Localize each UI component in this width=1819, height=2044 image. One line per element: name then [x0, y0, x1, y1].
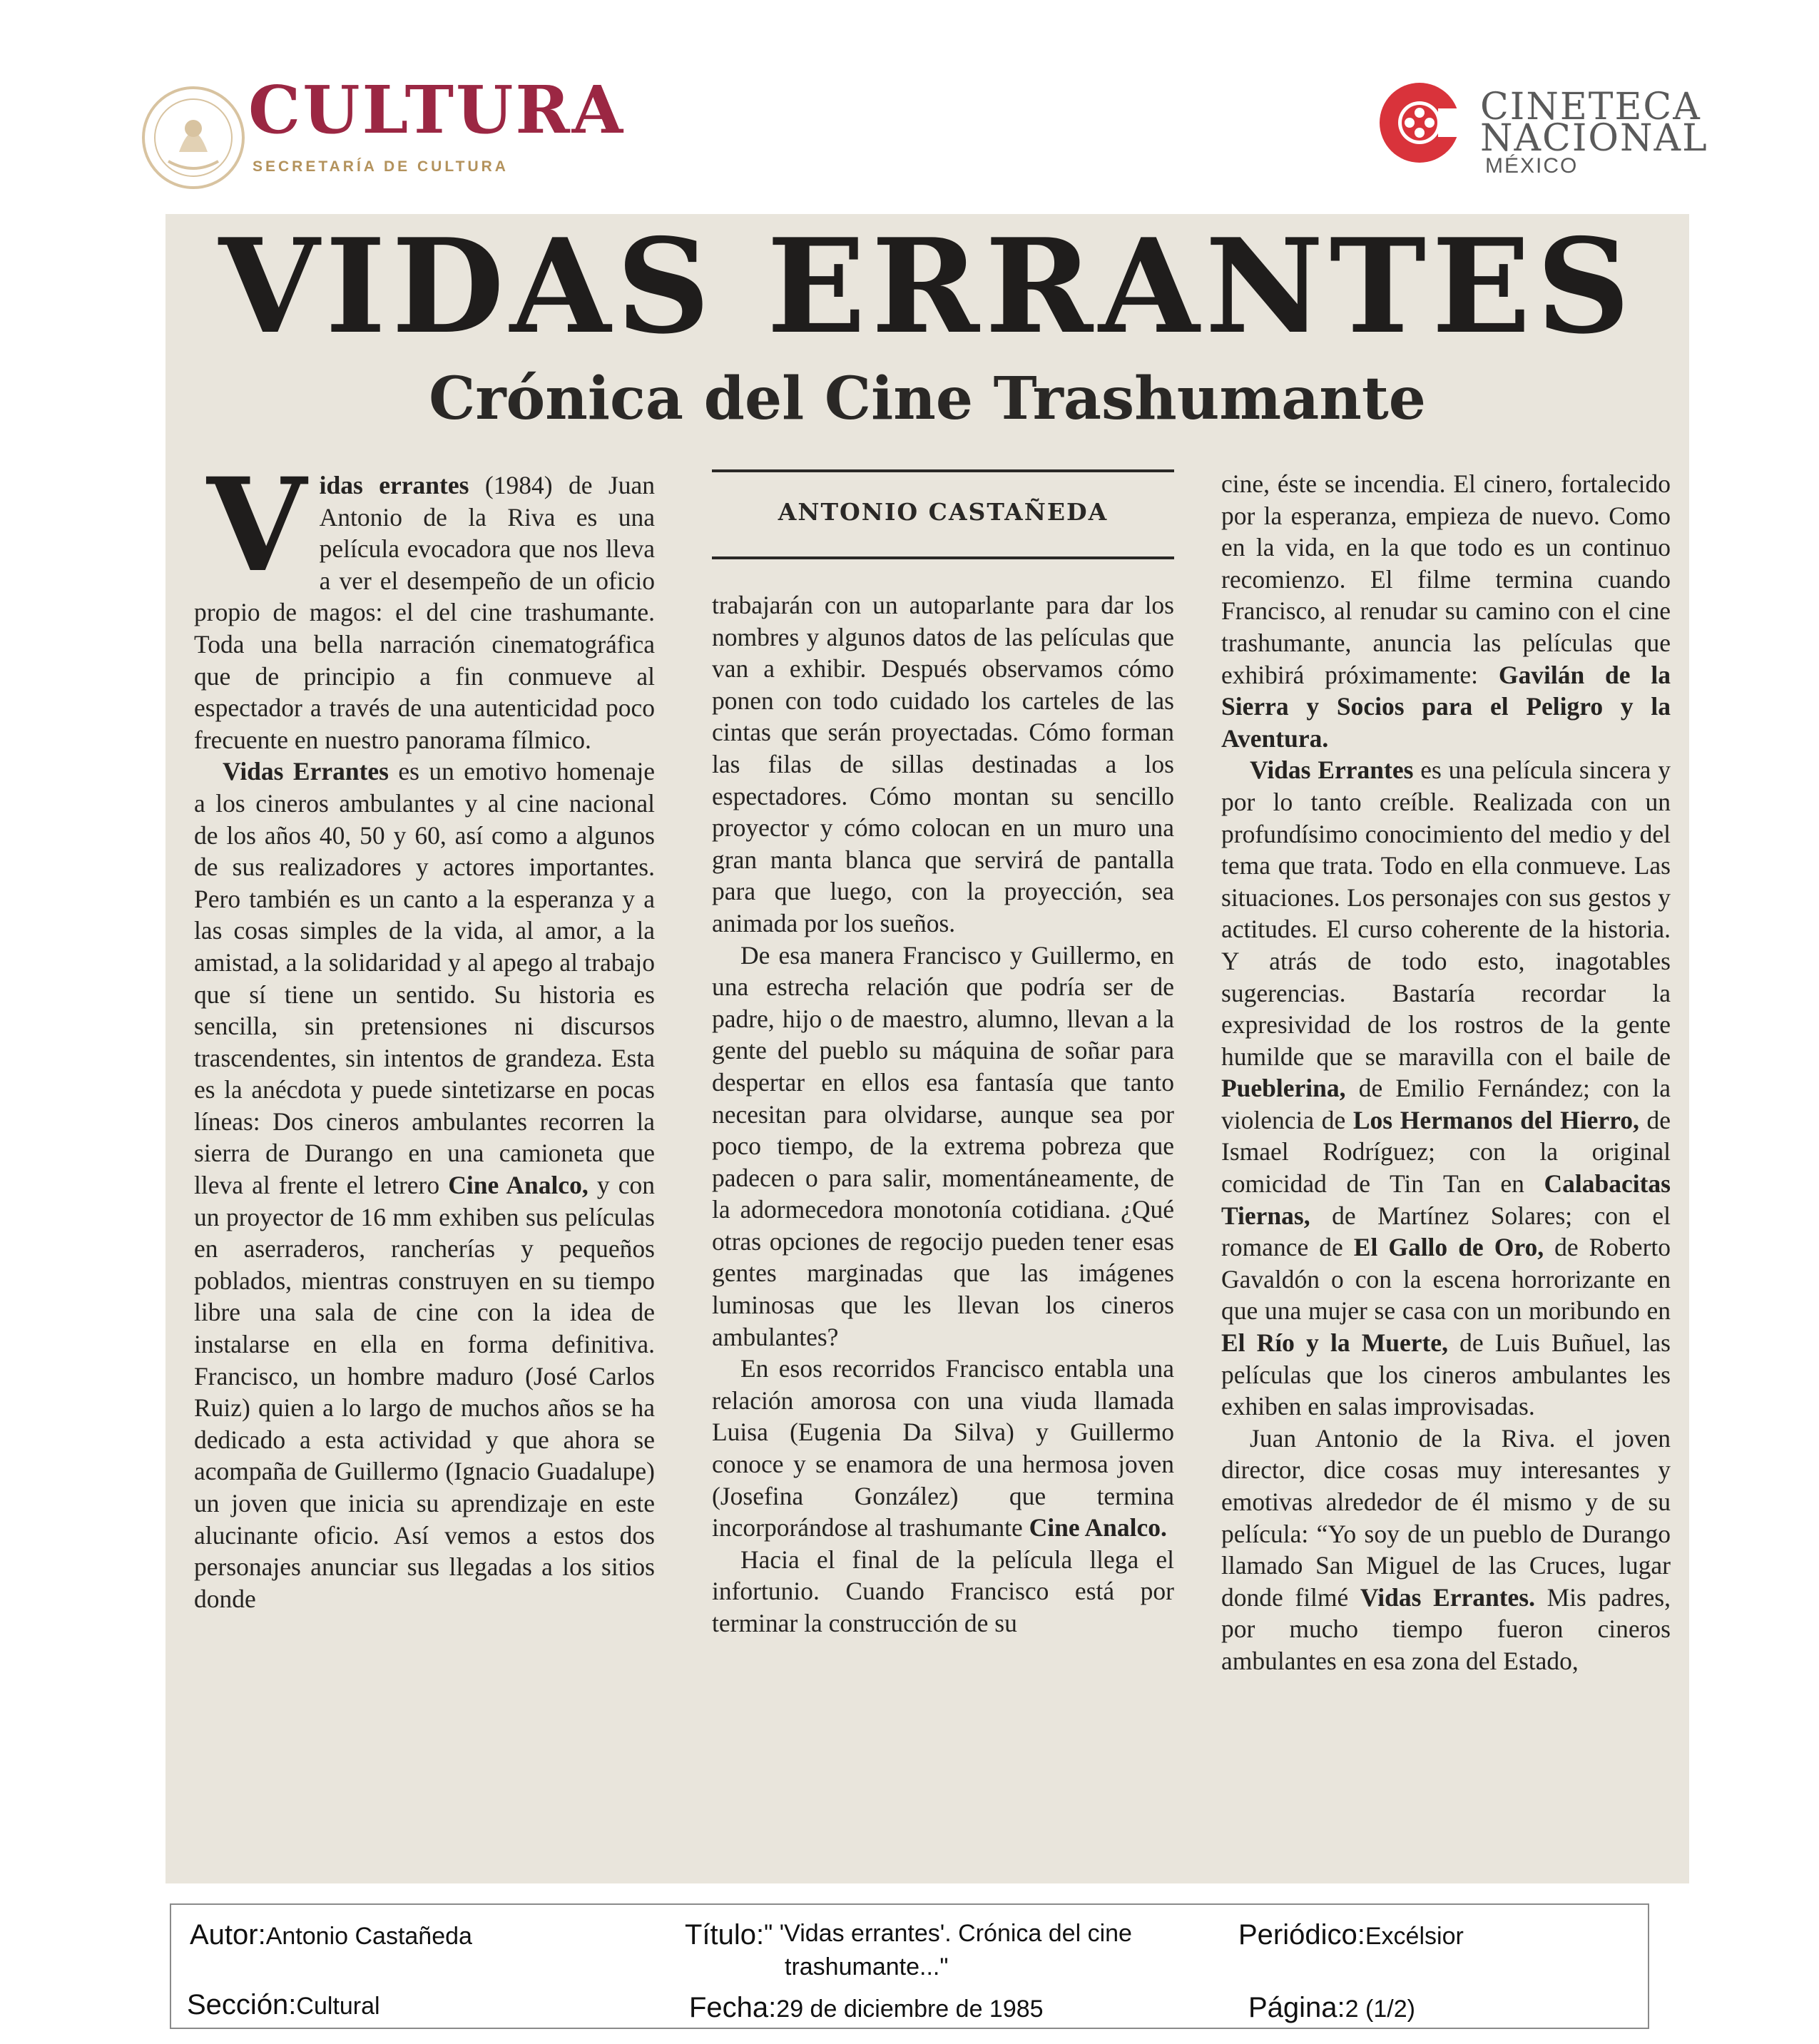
paragraph: [1221, 468, 1671, 754]
film-title: idas errantes: [319, 471, 469, 499]
byline-rule: [712, 469, 1174, 472]
paragraph-text: de Roberto Gavaldón o con la escena horrorizante en que una mujer se casa con un moribundo en: [1221, 1233, 1671, 1326]
paragraph: Hacia el final de la película llega el infortunio. Cuando Francisco está por terminar la construcción de su: [712, 1545, 1174, 1637]
paragraph-text: es una película sincera y por lo tanto creíble. Realizada con un profundísimo conocimiento del medio y del tema que trata. Todo en ella conmueve. Las situaciones. Los personajes con sus gestos y actitudes. El curso coherente de la historia. Y atrás de todo esto, inagotables sugerencias. Bastaría recordar la expresividad de los rostros de la gente humilde que se maravilla con el baile de: [1221, 756, 1671, 1071]
article-column-1: [194, 450, 656, 1615]
metadata-box: [170, 1903, 1649, 2029]
paragraph: De esa manera Francisco y Guillermo, en una estrecha relación que podría ser de padre, hijo o de maestro, alumno, llevan a la gente del pueblo su máquina de soñar para despertar en ellos esa fantasía que tanto necesitan para olvidarse, aunque sea por poco tiempo, de la extrema pobreza que padecen o para salir, momentáneamente, de la adormecedora monotonía cotidiana. ¿Qué otras opciones de regocijo pueden tener esas gentes marginadas que las imágenes luminosas que les llevan los cineros ambulantes?: [712, 940, 1174, 1351]
film-reel-icon: [1377, 80, 1462, 166]
meta-autor: [190, 1919, 472, 1951]
film-title: Vidas Errantes: [1250, 756, 1414, 785]
film-title: Pueblerina,: [1221, 1074, 1346, 1103]
article-subheadline: Crónica del Cine Trashumante: [429, 365, 1426, 433]
cineteca-wordmark-line1: CINETECA: [1480, 86, 1701, 128]
meta-label: Fecha:: [689, 1992, 777, 2023]
paragraph: [194, 756, 655, 1615]
film-title: Los Hermanos del Hierro,: [1352, 1105, 1639, 1134]
meta-value: 29 de diciembre de 1985: [776, 1995, 1044, 2023]
cinema-name: Cine Analco,: [448, 1171, 588, 1200]
film-title: Vidas Errantes: [223, 757, 389, 786]
mexico-seal-icon: [140, 84, 247, 191]
cinema-name: Cine Analco.: [1029, 1513, 1167, 1542]
paragraph-text: Mis padres, por mucho tiempo fueron cineros ambulantes en esa zona del Estado,: [1221, 1582, 1671, 1675]
paragraph-text: (1984) de Juan Antonio de la Riva es una película evocadora que nos lleva a ver el desempeño de un oficio propio de magos: el del cine trashumante. Toda una bella narración cinematográfica que de principio a fin conmueve al espectador a través de una autenticidad poco frecuente en nuestro panorama fílmico.: [194, 471, 655, 754]
newspaper-clipping: [165, 214, 1689, 1883]
paragraph-text: de Ismael Rodríguez; con la original comicidad de Tin Tan en: [1221, 1105, 1671, 1199]
paragraph-text: Juan Antonio de la Riva. el joven director, dice cosas muy interesantes y emotivas alrededor de él mismo y de su película: “Yo soy de un pueblo de Durango llamado San Miguel de las Cruces, lugar donde filmé: [1221, 1423, 1671, 1612]
film-title: Gavilán de la Sierra y Socios para el Peligro y la Aventura.: [1221, 660, 1671, 753]
article-column-2: [712, 589, 1174, 1639]
meta-label: Página:: [1248, 1992, 1345, 2023]
paragraph-text: y con un proyector de 16 mm exhiben sus películas en aserraderos, rancherías y pequeños poblados, mientras construyen en su tiempo libre una sala de cine con la idea de instalarse en ella en forma definitiva. Francisco, un hombre maduro (José Carlos Ruiz) quien a lo largo de muchos años se ha dedicado a esta actividad y que ahora se acompaña de Guillermo (Ignacio Guadalupe) un joven que inicia su aprendizaje en este alucinante oficio. Así vemos a estos dos personajes anunciar sus llegadas a los sitios donde: [194, 1171, 656, 1613]
film-title: El Gallo de Oro,: [1353, 1233, 1544, 1262]
film-title: Vidas Errantes.: [1360, 1582, 1535, 1612]
cultura-subtitle: SECRETARÍA DE CULTURA: [253, 158, 509, 175]
meta-label: Autor:: [190, 1919, 266, 1951]
cultura-wordmark: CULTURA: [248, 71, 626, 148]
meta-value: Cultural: [296, 1993, 380, 2020]
film-title: Calabacitas Tiernas,: [1221, 1169, 1671, 1230]
article-headline: VIDAS ERRANTES: [218, 214, 1636, 362]
paragraph-text: de Emilio Fernández; con la violencia de: [1221, 1074, 1671, 1134]
meta-titulo: [685, 1919, 1213, 1951]
paragraph-text: cine, éste se incendia. El cinero, fortalecido por la esperanza, empieza de nuevo. Como en la vida, en la que todo es un continuo recomienzo. El filme termina cuando Francisco, al renudar su camino con el cine trashumante, anuncia las películas que exhibirá próximamente:: [1221, 469, 1671, 689]
paragraph: [194, 450, 655, 756]
paragraph-text: de Luis Buñuel, las películas que los cineros ambulantes les exhiben en salas improvisadas.: [1221, 1328, 1671, 1421]
paragraph: [1221, 1423, 1671, 1677]
meta-pagina: [1248, 1992, 1415, 2024]
meta-seccion: [187, 1989, 380, 2021]
page-header: [0, 0, 1819, 214]
meta-label: Sección:: [187, 1989, 297, 2020]
meta-value: " 'Vidas errantes'. Crónica del cine: [764, 1920, 1132, 1947]
article-byline: ANTONIO CASTAÑEDA: [778, 498, 1109, 526]
paragraph: [712, 1353, 1174, 1544]
meta-periodico: [1238, 1919, 1464, 1951]
byline-rule: [712, 556, 1174, 559]
meta-value: Antonio Castañeda: [265, 1923, 472, 1950]
film-title: El Río y la Muerte,: [1221, 1328, 1448, 1358]
meta-label: Periódico:: [1238, 1919, 1365, 1951]
paragraph-text: de Martínez Solares; con el romance de: [1221, 1201, 1671, 1262]
paragraph: [1221, 754, 1671, 1422]
meta-value: Excélsior: [1365, 1923, 1464, 1950]
paragraph-text: es un emotivo homenaje a los cineros ambulantes y al cine nacional de los años 40, 50 y 60, así como a algunos de sus realizadores y actores importantes. Pero también es un canto a la esperanza y a las cosas simples de la vida, al amor, a la amistad, a la solidaridad y al apego al trabajo que sí tiene un sentido. Su historia es sencilla, sin pretensiones ni discursos trascendentes, sin intentos de grandeza. Esta es la anécdota y puede sintetizarse en pocas líneas: Dos cineros ambulantes recorren la sierra de Durango en una camioneta que lleva al frente el letrero: [194, 757, 655, 1200]
cineteca-wordmark-line3: MÉXICO: [1485, 154, 1579, 178]
meta-fecha: [689, 1992, 1044, 2024]
paragraph: trabajarán con un autoparlante para dar los nombres y algunos datos de las películas que van a exhibir. Después observamos cómo ponen con todo cuidado los carteles de las cintas que serán proyectadas. Cómo forman las filas de sillas destinadas a los espectadores. Cómo montan su sencillo proyector y cómo colocan en un muro una gran manta blanca que servirá de pantalla para que luego, con la proyección, sea animada por los sueños.: [712, 591, 1174, 937]
meta-value: 2 (1/2): [1345, 1995, 1415, 2023]
cineteca-wordmark-line2: NACIONAL: [1480, 117, 1708, 160]
meta-titulo-line2: trashumante...": [785, 1953, 949, 1981]
meta-label: Título:: [685, 1919, 765, 1951]
paragraph-text: En esos recorridos Francisco entabla una relación amorosa con una viuda llamada Luisa (Eugenia Da Silva) y Guillermo conoce y se enamora de una hermosa joven (Josefina González) que termina incorporándose al trashumante: [712, 1354, 1174, 1542]
drop-cap: V: [207, 450, 307, 601]
article-column-3: [1221, 468, 1671, 1677]
